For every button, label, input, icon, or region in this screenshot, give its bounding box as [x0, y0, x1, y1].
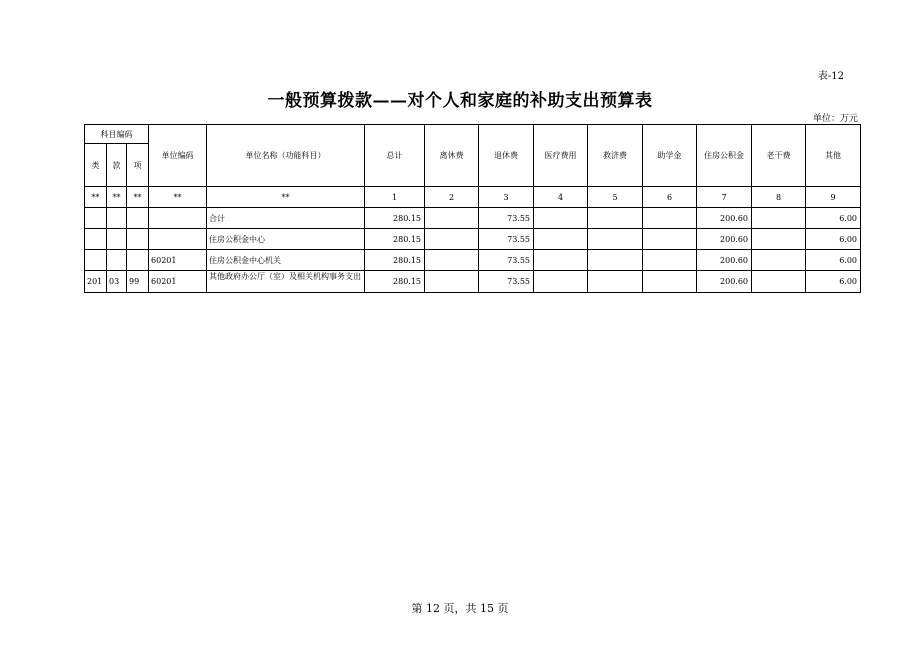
- marker-cell: 8: [752, 187, 806, 208]
- header-laogan: 老干费: [752, 125, 806, 187]
- cell-lei: [85, 229, 107, 250]
- cell-tuixiu: 73.55: [479, 208, 534, 229]
- cell-unit-name: 住房公积金中心: [207, 229, 365, 250]
- cell-unit-name: 住房公积金中心机关: [207, 250, 365, 271]
- cell-lixiu: [425, 208, 479, 229]
- cell-xiang: 99: [127, 271, 149, 293]
- header-zhuxue: 助学金: [643, 125, 697, 187]
- cell-yiliao: [534, 250, 588, 271]
- page-title: 一般预算拨款——对个人和家庭的补助支出预算表: [267, 91, 653, 111]
- cell-jiuji: [588, 250, 643, 271]
- cell-zhufang: 200.60: [697, 208, 752, 229]
- table-row: [85, 271, 861, 293]
- cell-jiuji: [588, 208, 643, 229]
- header-lei: 类: [85, 144, 107, 187]
- cell-zhufang: 200.60: [697, 229, 752, 250]
- cell-unit-name: 其他政府办公厅（室）及相关机构事务支出: [207, 271, 365, 293]
- cell-zhuxue: [643, 250, 697, 271]
- cell-xiang: [127, 250, 149, 271]
- cell-lixiu: [425, 271, 479, 293]
- header-qita: 其他: [806, 125, 861, 187]
- marker-cell: **: [207, 187, 365, 208]
- cell-xiang: [127, 229, 149, 250]
- table-row: [85, 229, 861, 250]
- marker-cell: **: [85, 187, 107, 208]
- header-kuan: 款: [107, 144, 127, 187]
- cell-zhuxue: [643, 208, 697, 229]
- cell-tuixiu: 73.55: [479, 250, 534, 271]
- cell-yiliao: [534, 208, 588, 229]
- cell-lei: 201: [85, 271, 107, 293]
- cell-tuixiu: 73.55: [479, 271, 534, 293]
- marker-cell: 3: [479, 187, 534, 208]
- cell-xiang: [127, 208, 149, 229]
- table-row: [85, 250, 861, 271]
- cell-kuan: [107, 208, 127, 229]
- header-subject-code: 科目编码: [85, 125, 149, 144]
- marker-cell: 1: [365, 187, 425, 208]
- budget-table: [84, 124, 861, 293]
- cell-laogan: [752, 250, 806, 271]
- cell-unit-name: 合计: [207, 208, 365, 229]
- cell-unit-code: 60201: [149, 271, 207, 293]
- cell-zhuxue: [643, 229, 697, 250]
- cell-qita: 6.00: [806, 250, 861, 271]
- cell-total: 280.15: [365, 208, 425, 229]
- cell-jiuji: [588, 229, 643, 250]
- cell-unit-code: [149, 208, 207, 229]
- cell-yiliao: [534, 229, 588, 250]
- header-row-top: [85, 125, 861, 144]
- marker-cell: 2: [425, 187, 479, 208]
- marker-cell: **: [127, 187, 149, 208]
- cell-total: 280.15: [365, 250, 425, 271]
- cell-lixiu: [425, 229, 479, 250]
- unit-label: 单位：万元: [812, 114, 858, 124]
- header-lixiu: 离休费: [425, 125, 479, 187]
- cell-kuan: [107, 229, 127, 250]
- cell-laogan: [752, 229, 806, 250]
- header-tuixiu: 退休费: [479, 125, 534, 187]
- cell-unit-code: [149, 229, 207, 250]
- cell-jiuji: [588, 271, 643, 293]
- header-jiuji: 救济费: [588, 125, 643, 187]
- cell-total: 280.15: [365, 229, 425, 250]
- cell-yiliao: [534, 271, 588, 293]
- cell-kuan: [107, 250, 127, 271]
- cell-unit-code: 60201: [149, 250, 207, 271]
- cell-laogan: [752, 271, 806, 293]
- marker-cell: 5: [588, 187, 643, 208]
- table-row: [85, 208, 861, 229]
- marker-cell: 9: [806, 187, 861, 208]
- cell-lei: [85, 250, 107, 271]
- cell-lei: [85, 208, 107, 229]
- cell-zhuxue: [643, 271, 697, 293]
- cell-laogan: [752, 208, 806, 229]
- marker-cell: 4: [534, 187, 588, 208]
- cell-qita: 6.00: [806, 229, 861, 250]
- table-number: 表-12: [817, 71, 844, 82]
- cell-tuixiu: 73.55: [479, 229, 534, 250]
- header-unit-name: 单位名称（功能科目）: [207, 125, 365, 187]
- header-unit-code: 单位编码: [149, 125, 207, 187]
- cell-zhufang: 200.60: [697, 250, 752, 271]
- header-xiang: 项: [127, 144, 149, 187]
- cell-qita: 6.00: [806, 271, 861, 293]
- cell-qita: 6.00: [806, 208, 861, 229]
- page-footer: 第 12 页，共 15 页: [411, 602, 509, 615]
- cell-zhufang: 200.60: [697, 271, 752, 293]
- column-index-row: [85, 187, 861, 208]
- header-zhufang: 住房公积金: [697, 125, 752, 187]
- marker-cell: **: [107, 187, 127, 208]
- marker-cell: **: [149, 187, 207, 208]
- cell-kuan: 03: [107, 271, 127, 293]
- marker-cell: 7: [697, 187, 752, 208]
- marker-cell: 6: [643, 187, 697, 208]
- cell-total: 280.15: [365, 271, 425, 293]
- header-total: 总计: [365, 125, 425, 187]
- cell-lixiu: [425, 250, 479, 271]
- header-yiliao: 医疗费用: [534, 125, 588, 187]
